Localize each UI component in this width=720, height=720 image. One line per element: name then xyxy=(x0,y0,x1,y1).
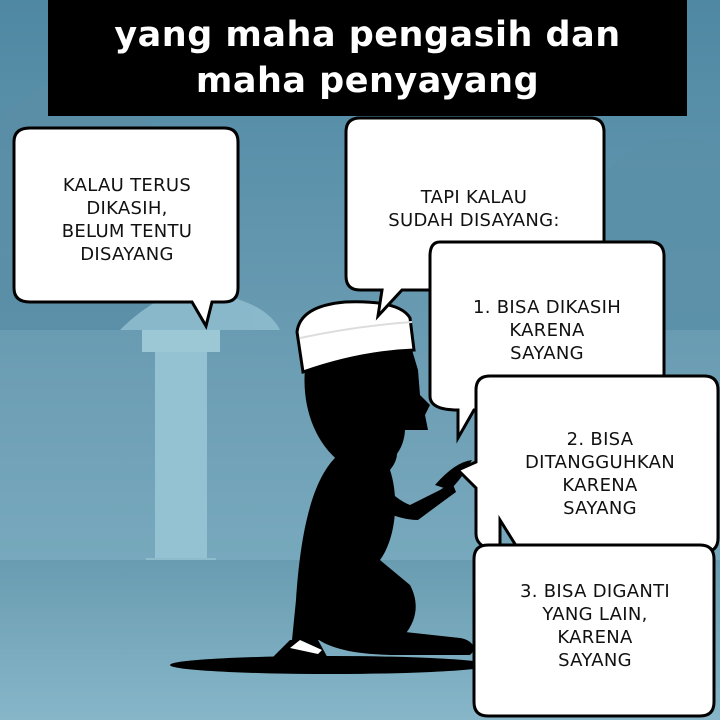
figure-shadow xyxy=(170,656,490,674)
bubble-point-2-text: 2. BISA DITANGGUHKAN KARENA SAYANG xyxy=(524,429,676,519)
bubble-point-3-text: 3. BISA DIGANTI YANG LAIN, KARENA SAYANG xyxy=(519,581,671,671)
bubble-center-text: TAPI KALAU SUDAH DISAYANG: xyxy=(388,187,560,231)
title-banner xyxy=(48,0,687,116)
title-line-1: yang maha pengasih dan xyxy=(114,15,621,55)
bubble-point-1-text: 1. BISA DIKASIH KARENA SAYANG xyxy=(472,297,622,364)
bubble-left-text: KALAU TERUS DIKASIH, BELUM TENTU DISAYANG xyxy=(61,175,193,265)
title-line-2: maha penyayang xyxy=(195,61,540,101)
